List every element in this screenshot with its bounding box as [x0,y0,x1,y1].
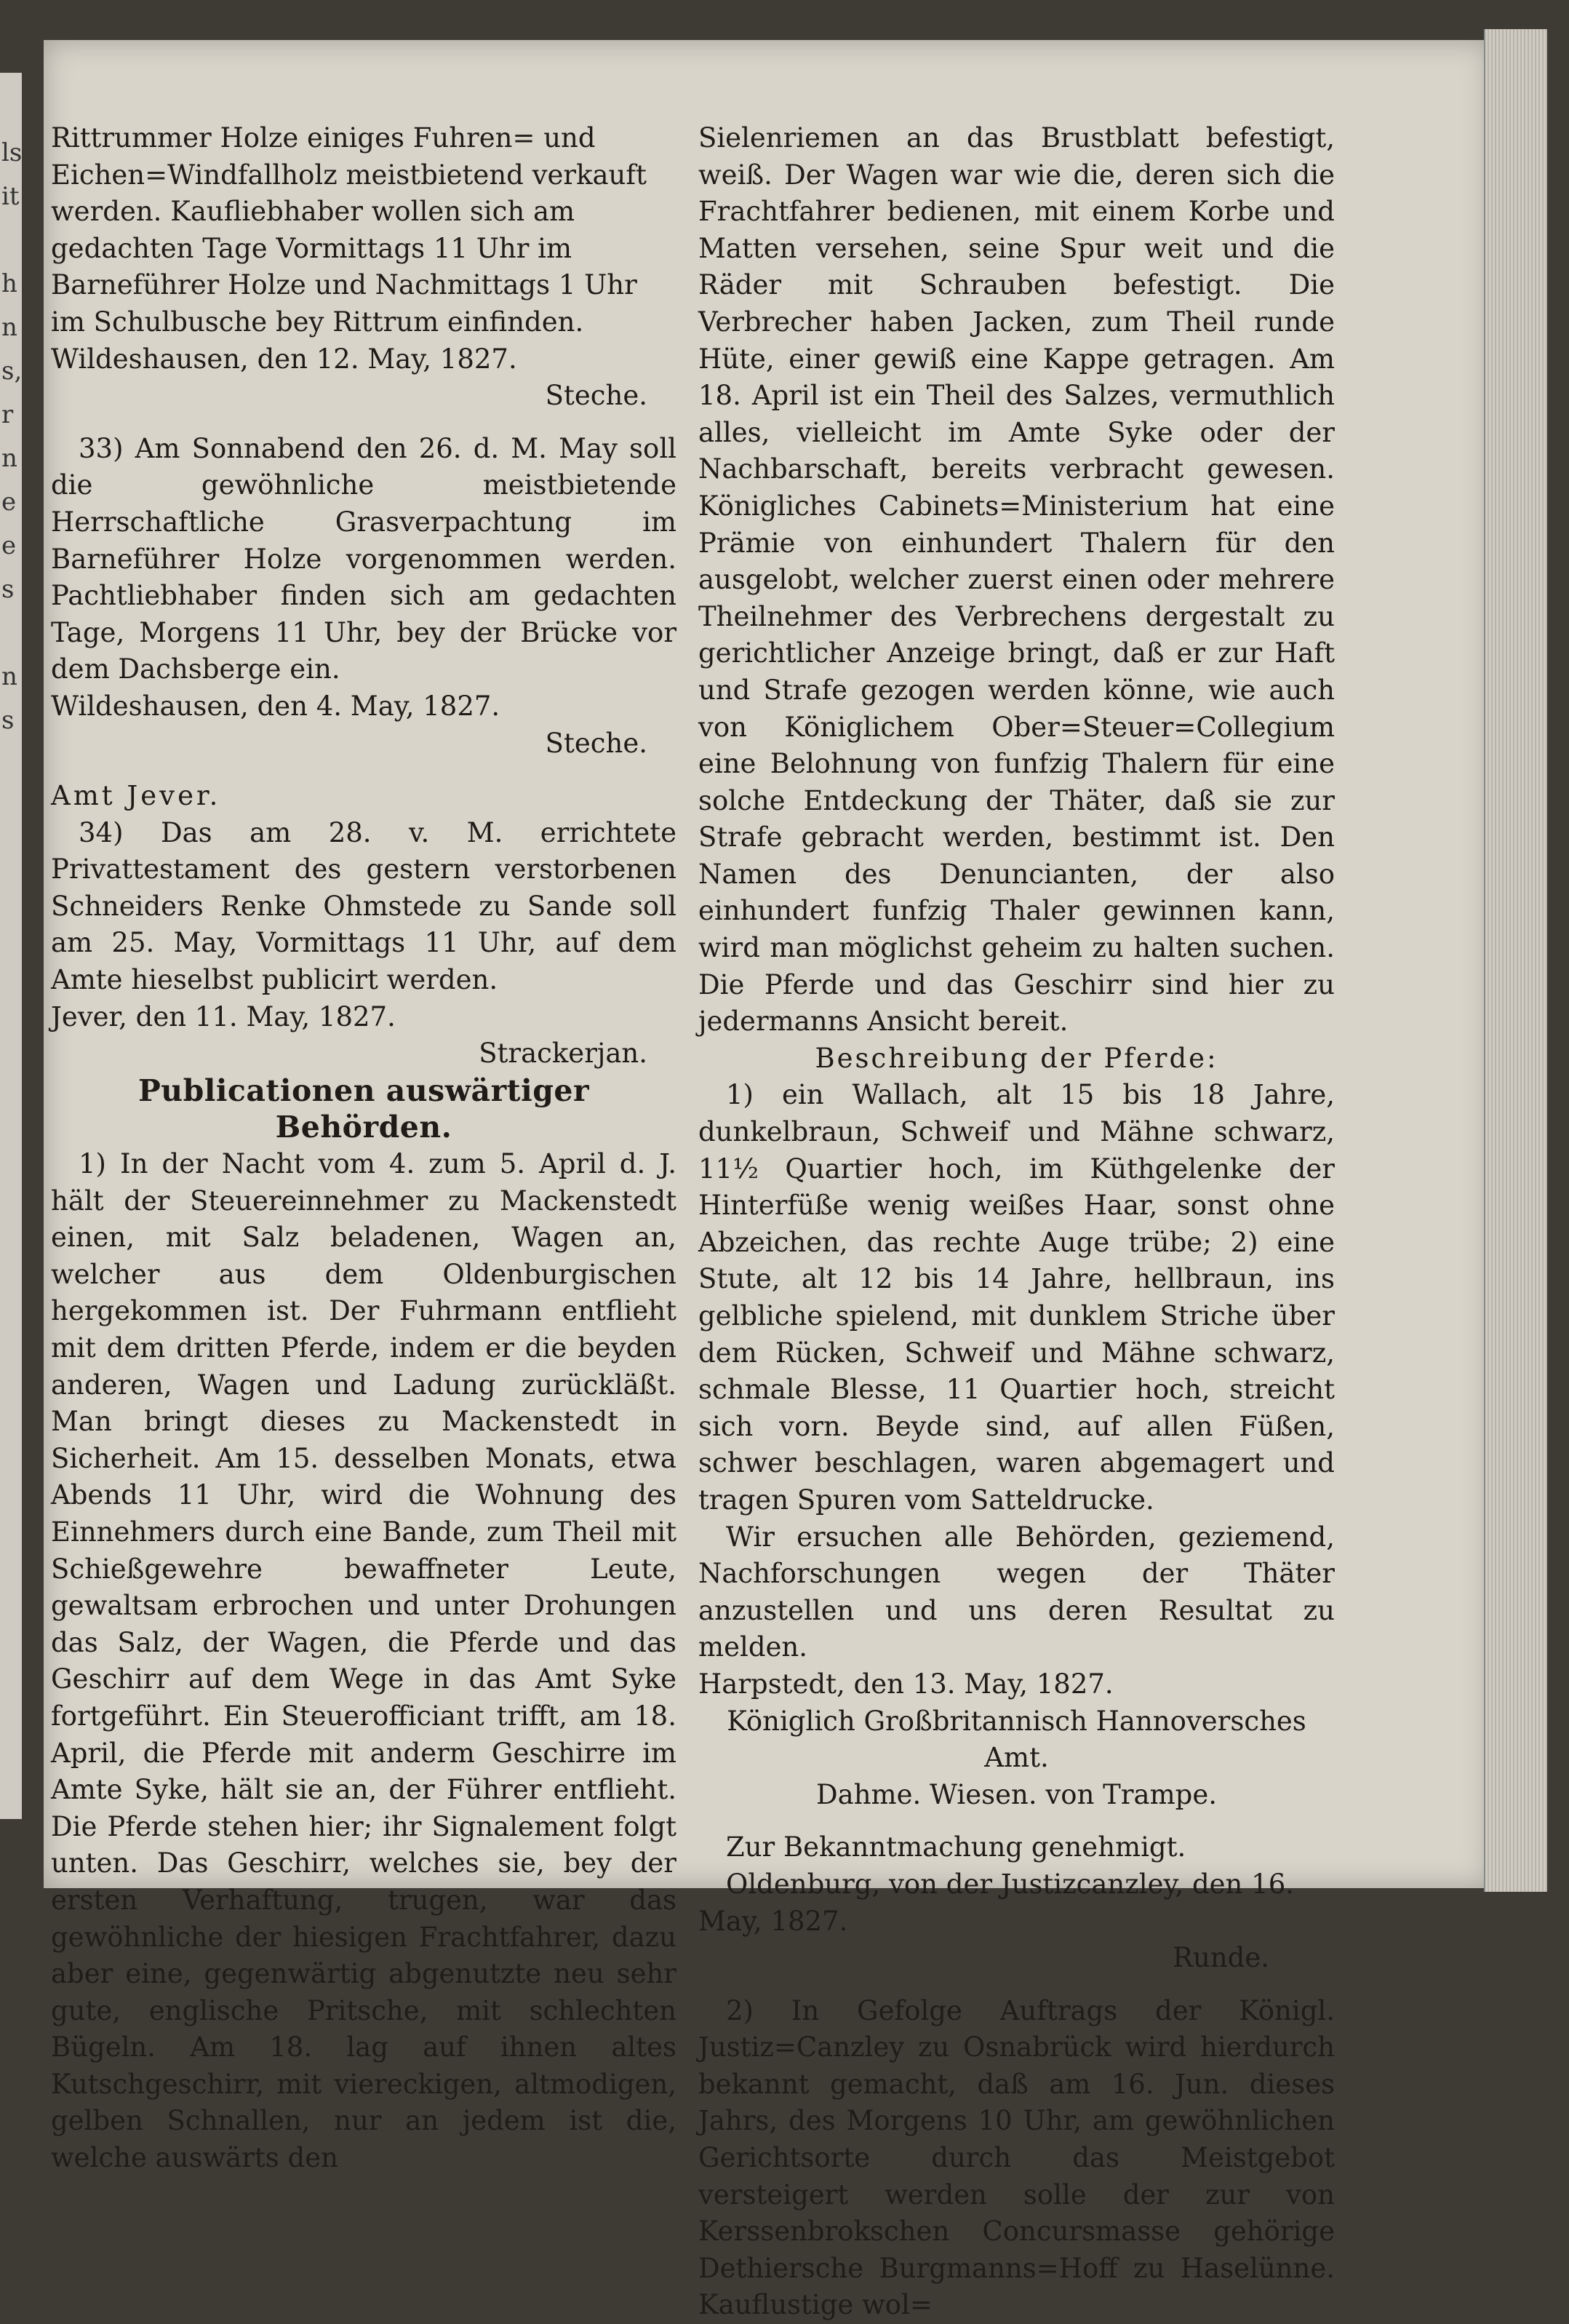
previous-page-edge [0,73,22,1819]
notice-34-text: 34) Das am 28. v. M. errichtete Privattestament des gestern verstorbenen Schneiders Renke Ohmstede zu Sande soll am 25. May, Vormittags 11 Uhr, auf dem Amte hieselbst publicirt werden. [51,816,676,996]
notice-34-signature: Strackerjan. [479,1038,647,1070]
notice-33-signature: Steche. [545,727,647,759]
horses-description-text: 1) ein Wallach, alt 15 bis 18 Jahre, dunkelbraun, Schweif und Mähne schwarz, 11½ Quartier hoch, im Küthgelenke der Hinterfüße wenig weißes Haar, sonst ohne Abzeichen, das rechte Auge trübe; 2) eine Stute, alt 12 bis 14 Jahre, hellbraun, ins gelbliche spielend, mit dunklem Striche über dem Rücken, Schweif und Mähne schwarz, schmale Blesse, 11 Quartier hoch, streicht sich vorn. Beyde sind, auf allen Füßen, schwer beschlagen, waren abgemagert und tragen Spuren vom Satteldrucke. [698,1079,1335,1516]
approval-line: Zur Bekanntmachung genehmigt. [726,1831,1186,1863]
intro-notice-date: Wildeshausen, den 12. May, 1827. [51,343,517,375]
harpstedt-date: Harpstedt, den 13. May, 1827. [698,1668,1114,1700]
previous-page-fragment: ls it h n s, r n e e s n s [1,138,22,735]
horses-description-heading: Beschreibung der Pferde: [815,1042,1218,1074]
notice-1-continuation: Sielenriemen an das Brustblatt befestigt, weiß. Der Wagen war wie die, deren sich die Frachtfahrer bedienen, mit einem Korbe und Matten versehen, seine Spur weit und die Räder mit Schrauben befestigt. Die Verbrecher haben Jacken, zum Theil runde Hüte, einer gewiß eine Kappe getragen. Am 18. April ist ein Theil des Salzes, vermuthlich alles, vielleicht im Amte Syke oder der Nachbarschaft, bereits verbracht gewesen. Königliches Cabinets=Ministerium hat eine Prämie von einhundert Thalern für den ausgelobt, welcher zuerst einen oder mehrere Theilnehmer des Verbrechens dergestalt zu gerichtlicher Anzeige bringt, daß er zur Haft und Strafe gezogen werden könne, wie auch von Königlichem Ober=Steuer=Collegium eine Belohnung von funfzig Thalern für eine solche Entdeckung der Thäter, daß sie zur Strafe gebracht werden, bestimmt ist. Den Namen des Denuncianten, der also einhundert funfzig Thaler gewinnen kann, wird man möglichst geheim zu halten suchen. Die Pferde und das Geschirr sind hier zu jedermanns Ansicht bereit. [698,122,1335,1038]
right-column [698,120,1335,2324]
book-page-edges [1484,29,1547,1892]
oldenburg-signature: Runde. [1173,1942,1269,1974]
section-heading: Publicationen auswärtiger Behörden. [137,1073,590,1145]
notice-33-text: 33) Am Sonnabend den 26. d. M. May soll die gewöhnliche meistbietende Herrschaftliche Grasverpachtung im Barneführer Holze vorgenommen werden. Pachtliebhaber finden sich am gedachten Tage, Morgens 11 Uhr, bey der Brücke vor dem Dachsberge ein. [51,432,676,685]
authority-line: Königlich Großbritannisch Hannoversches Amt. [727,1705,1306,1774]
intro-notice-signature: Steche. [545,380,647,412]
notice-33-date: Wildeshausen, den 4. May, 1827. [51,690,500,722]
request-text: Wir ersuchen alle Behörden, geziemend, Nachforschungen wegen der Thäter anzustellen und uns deren Resultat zu melden. [698,1521,1335,1663]
oldenburg-date: Oldenburg, von der Justizcanzley, den 16. May, 1827. [698,1868,1294,1937]
notice-34-date: Jever, den 11. May, 1827. [51,1000,396,1032]
authority-names: Dahme. Wiesen. von Trampe. [815,1778,1218,1810]
intro-notice-text: Rittrummer Holze einiges Fuhren= und Eichen=Windfallholz meistbietend verkauft werden. Kaufliebhaber wollen sich am gedachten Tage Vormittags 11 Uhr im Barneführer Holze und Nachmittags 1 Uhr im Schulbusche bey Rittrum einfinden. [51,122,647,338]
notice-1-text: 1) In der Nacht vom 4. zum 5. April d. J. hält der Steuereinnehmer zu Mackenstedt einen, mit Salz beladenen, Wagen an, welcher aus dem Oldenburgischen hergekommen ist. Der Fuhrmann entflieht mit dem dritten Pferde, indem er die beyden anderen, Wagen und Ladung zurückläßt. Man bringt dieses zu Mackenstedt in Sicherheit. Am 15. desselben Monats, etwa Abends 11 Uhr, wird die Wohnung des Einnehmers durch eine Bande, zum Theil mit Schießgewehre bewaffneter Leute, gewaltsam erbrochen und unter Drohungen das Salz, der Wagen, die Pferde und das Geschirr auf dem Wege in das Amt Syke fortgeführt. Ein Steuerofficiant trifft, am 18. April, die Pferde mit anderm Geschirre im Amte Syke, hält sie an, der Führer entflieht. Die Pferde stehen hier; ihr Signalement folgt unten. Das Geschirr, welches sie, bey der ersten Verhaftung, trugen, war das gewöhnliche der hiesigen Frachtfahrer, dazu aber eine, gegenwärtig abgenutzte neu sehr gute, englische Pritsche, mit schlechten Bügeln. Am 18. lag auf ihnen altes Kutschgeschirr, mit viereckigen, altmodigen, gelben Schnallen, nur an jedem ist die, welche auswärts den [51,1148,676,2174]
left-column [51,120,676,2177]
notice-2-text: 2) In Gefolge Auftrags der Königl. Justiz=Canzley zu Osnabrück wird hierdurch bekannt gemacht, daß am 16. Jun. dieses Jahrs, des Morgens 10 Uhr, am gewöhnlichen Gerichtsorte durch das Meistgebot versteigert werden solle der zur von Kerssenbrokschen Concursmasse gehörige Dethiersche Burgmanns=Hoff zu Haselünne. Kauflustige wol= [698,1994,1335,2321]
amt-jever-heading: Amt Jever. [51,780,221,812]
